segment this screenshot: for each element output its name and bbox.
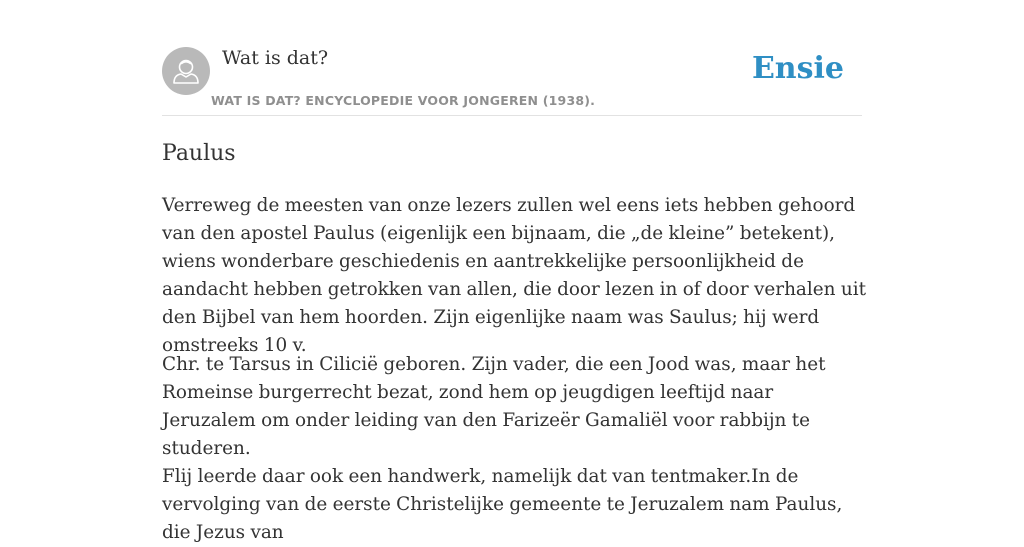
brand-logo-link[interactable]: Ensie <box>751 51 844 86</box>
source-title-link[interactable]: Wat is dat? <box>222 47 329 69</box>
article-paragraph: Verreweg de meesten van onze lezers zullen wel eens iets hebben gehoord van den apostel Paulus (eigenlijk een bijnaam, die „de kleine” betekent), wiens wonderbare geschiedenis en aantrekkelijke persoonlijkheid de aandacht hebben getrokken van allen, die door lezen in of door verhalen uit den Bijbel van hem hoorden. Zijn eigenlijke naam was Saulus; hij werd omstreeks 10 v. <box>162 195 866 356</box>
user-avatar-icon[interactable] <box>162 47 210 95</box>
article-title: Paulus <box>162 141 236 166</box>
page <box>162 0 866 543</box>
article-paragraph: Flij leerde daar ook een handwerk, namelijk dat van tentmaker.In de vervolging van de eerste Christelijke gemeente te Jeruzalem nam Paulus, die Jezus van <box>162 466 843 543</box>
source-subtitle: WAT IS DAT? ENCYCLOPEDIE VOOR JONGEREN (1938). <box>211 93 596 108</box>
article-paragraph: Chr. te Tarsus in Cilicië geboren. Zijn vader, die een Jood was, maar het Romeinse burgerrecht bezat, zond hem op jeugdigen leeftijd naar Jeruzalem om onder leiding van den Farizeër Gamaliël voor rabbijn te studeren. <box>162 354 826 459</box>
source-header <box>162 0 862 116</box>
